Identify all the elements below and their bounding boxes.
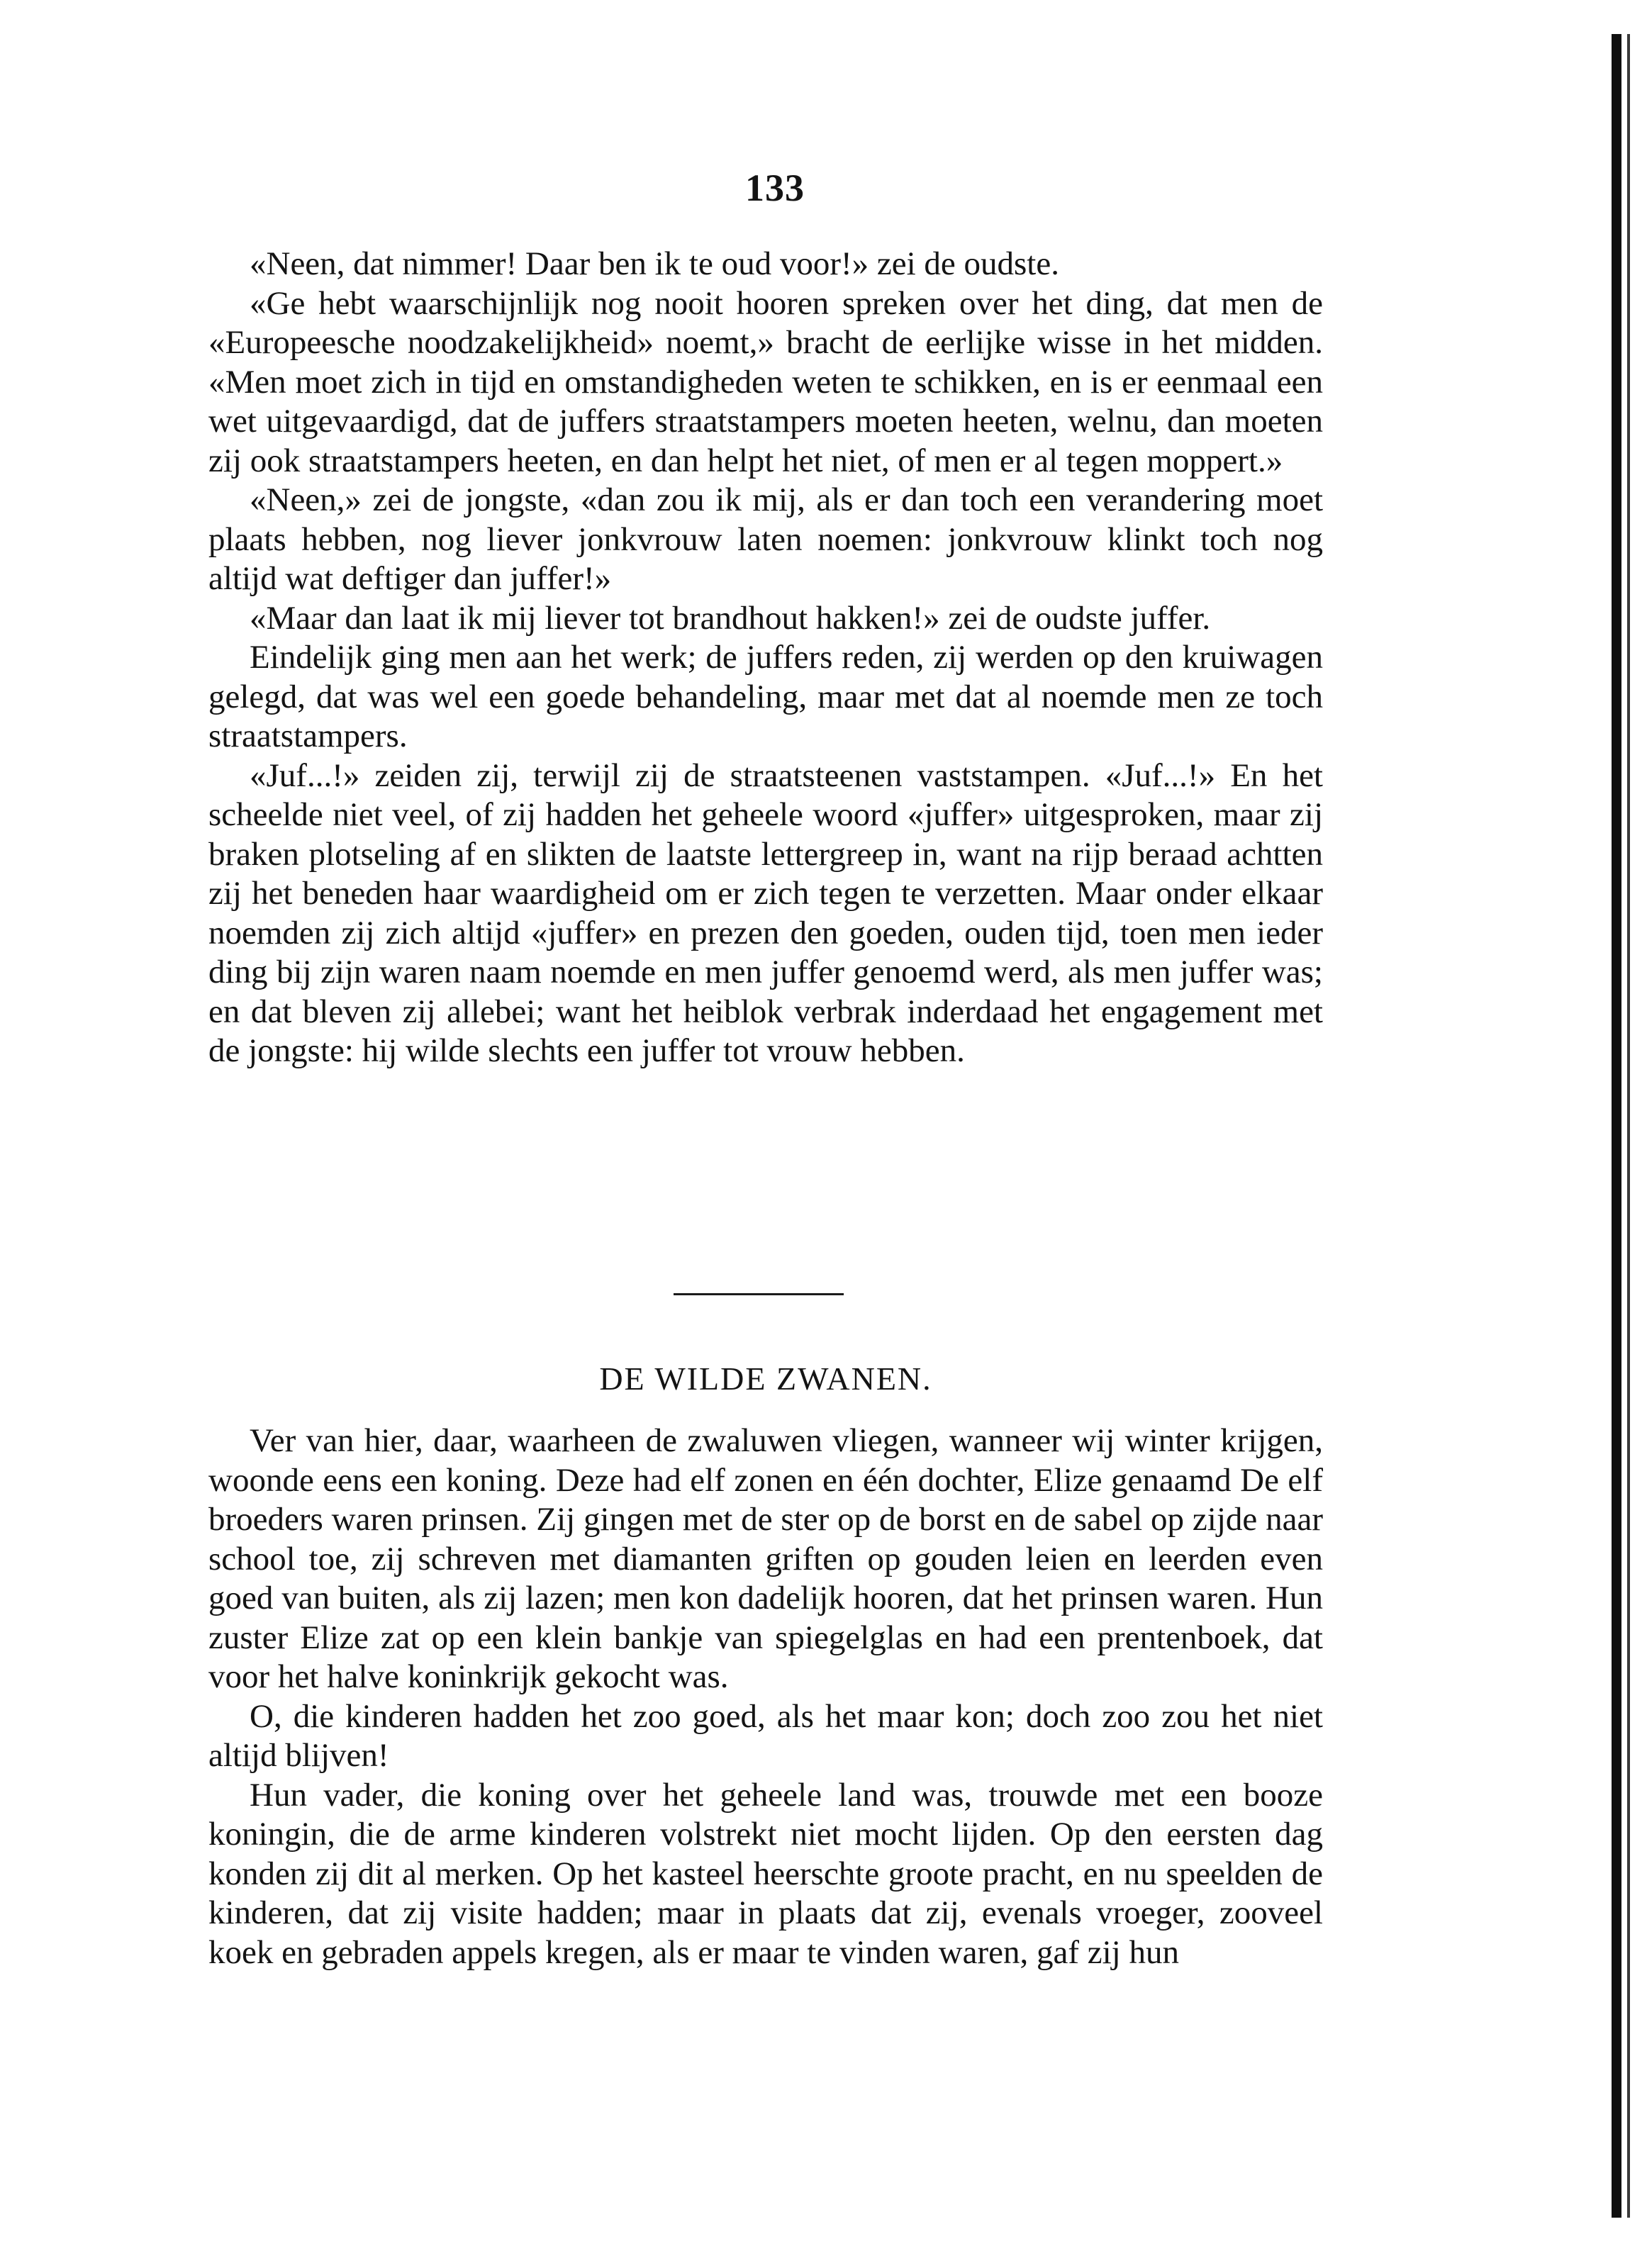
paragraph: «Neen, dat nimmer! Daar ben ik te oud voor!» zei de oudste.: [250, 245, 1059, 282]
first-story-text: [208, 245, 1323, 1071]
scan-edge-line: [1627, 34, 1630, 2218]
paragraph: Hun vader, die koning over het geheele land was, trouwde met een booze koningin, die de arme kinderen volstrekt niet mocht lijden. Op den eersten dag konden zij dit al merken. Op het kasteel heerschte groote pracht, en nu speelden de kinderen, dat zij visite hadden; maar in plaats dat zij, evenals vroeger, zooveel koek en gebraden appels kregen, als er maar te vinden waren, gaf zij hun: [208, 1776, 1323, 1971]
page-number: 133: [745, 167, 805, 209]
paragraph: O, die kinderen hadden het zoo goed, als het maar kon; doch zoo zou het niet altijd blijven!: [208, 1697, 1323, 1774]
second-story-text: [208, 1421, 1323, 1972]
scan-edge-bar: [1612, 34, 1621, 2218]
paragraph: «Neen,» zei de jongste, «dan zou ik mij, als er dan toch een verandering moet plaats hebben, nog liever jonkvrouw laten noemen: jonkvrouw klinkt toch nog altijd wat deftiger dan juffer!»: [208, 481, 1323, 597]
paragraph: «Maar dan laat ik mij liever tot brandhout hakken!» zei de oudste juffer.: [250, 599, 1211, 637]
section-divider: [674, 1293, 844, 1295]
paragraph: «Ge hebt waarschijnlijk nog nooit hooren spreken over het ding, dat men de «Europeesche noodzakelijkheid» noemt,» bracht de eerlijke wisse in het midden. «Men moet zich in tijd en omstandigheden weten te schikken, en is er eenmaal een wet uitgevaardigd, dat de juffers straatstampers moeten heeten, welnu, dan moeten zij ook straatstampers heeten, en dan helpt het niet, of men er al tegen moppert.»: [208, 284, 1323, 479]
section-title: DE WILDE ZWANEN.: [599, 1361, 932, 1397]
paragraph: Ver van hier, daar, waarheen de zwaluwen vliegen, wanneer wij winter krijgen, woonde eens een koning. Deze had elf zonen en één dochter, Elize genaamd De elf broeders waren prinsen. Zij gingen met de ster op de borst en de sabel op zijde naar school toe, zij schreven met diamanten griften op gouden leien en leerden even goed van buiten, als zij lazen; men kon dadelijk hooren, dat het prinsen waren. Hun zuster Elize zat op een klein bankje van spiegelglas en had een prentenboek, dat voor het halve koninkrijk gekocht was.: [208, 1422, 1323, 1695]
paragraph: «Juf...!» zeiden zij, terwijl zij de straatsteenen vaststampen. «Juf...!» En het scheelde niet veel, of zij hadden het geheele woord «juffer» uitgesproken, maar zij braken plotseling af en slikten de laatste lettergreep in, want na rijp beraad achtten zij het beneden haar waardigheid om er zich tegen te verzetten. Maar onder elkaar noemden zij zich altijd «juffer» en prezen den goeden, ouden tijd, toen men ieder ding bij zijn waren naam noemde en men juffer genoemd werd, als men juffer was; en dat bleven zij allebei; want het heiblok verbrak inderdaad het engagement met de jongste: hij wilde slechts een juffer tot vrouw hebben.: [208, 756, 1323, 1069]
paragraph: Eindelijk ging men aan het werk; de juffers reden, zij werden op den kruiwagen gelegd, dat was wel een goede behandeling, maar met dat al noemde men ze toch straatstampers.: [208, 639, 1323, 754]
